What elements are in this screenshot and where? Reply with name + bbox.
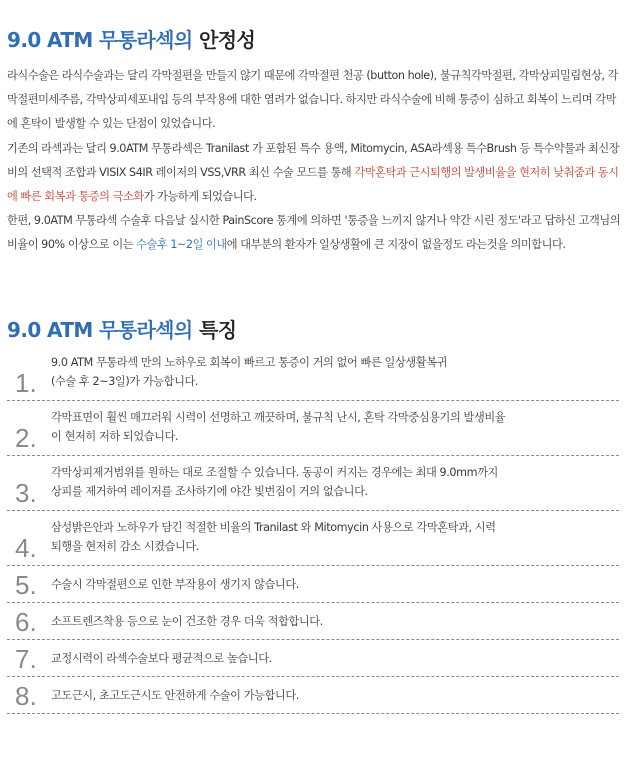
feature-item xyxy=(7,640,619,677)
heading-highlight: 9.0 ATM 무통라섹의 xyxy=(7,318,193,342)
feature-line: 각막표면이 훨씬 매끄러워 시력이 선명하고 깨끗하며, 불규칙 난시, 혼탁 각막중심용기의 발생비율 xyxy=(51,411,506,424)
feature-item xyxy=(7,456,619,511)
paragraph-2-end: 가 가능하게 되었습니다. xyxy=(143,190,257,204)
feature-number: 4. xyxy=(15,533,37,563)
section-heading-safety xyxy=(7,24,255,53)
feature-item xyxy=(7,511,619,566)
feature-line: 삼성밝은안과 노하우가 담긴 적절한 비율의 Tranilast 와 Mitomycin 사용으로 각막혼탁과, 시력 xyxy=(51,521,496,534)
feature-number: 7. xyxy=(15,644,37,674)
feature-text xyxy=(51,575,615,594)
feature-number: 6. xyxy=(15,607,37,637)
safety-description xyxy=(7,64,625,258)
feature-text xyxy=(51,649,615,668)
feature-item xyxy=(7,566,619,603)
paragraph-2-start: 기존의 라섹과는 달리 9.0ATM 무통라섹은 Tranilast 가 포함된 특수 용액, Mitomycin, ASA라섹용 특수Brush 등 특수약물과 최신장비의 선택적 조합과 VISIX S4IR 레이저의 VSS,VRR 최신 수술 모드를 통해 xyxy=(7,141,620,179)
feature-number: 3. xyxy=(15,478,37,508)
paragraph-3-end: 에 대부분의 환자가 일상생활에 큰 지장이 없을정도 라는것을 의미합니다. xyxy=(226,238,566,252)
feature-text xyxy=(51,612,615,631)
feature-line: 소프트렌즈착용 등으로 눈이 건조한 경우 더욱 적합합니다. xyxy=(51,615,323,628)
feature-number: 5. xyxy=(15,570,37,600)
highlight-text-blue: 수술후 1~2일 이내 xyxy=(136,238,227,252)
paragraph-3-start: 한편, 9.0ATM 무통라섹 수술후 다음날 실시한 PainScore 통계에 의하면 '통증을 느끼지 않거나 약간 시린 정도'라고 답하신 고객님의 비율이 90% 이상으로 이는 xyxy=(7,214,621,252)
highlight-text-red: 각막혼탁과 근시퇴행의 발생비율을 현저히 낮춰줌과 동시에 빠른 회복과 통증의 극소화 xyxy=(7,165,619,204)
feature-list xyxy=(7,346,619,714)
feature-line: 고도근시, 초고도근시도 안전하게 수술이 가능합니다. xyxy=(51,689,299,702)
feature-line: 이 현저히 저하 되었습니다. xyxy=(51,430,179,443)
feature-line: 퇴행을 현저히 감소 시켰습니다. xyxy=(51,540,199,553)
heading-highlight: 9.0 ATM 무통라섹의 xyxy=(7,28,193,52)
feature-text xyxy=(51,353,615,391)
feature-text xyxy=(51,518,615,556)
feature-text xyxy=(51,463,615,501)
heading-rest: 안정성 xyxy=(199,28,256,52)
heading-rest: 특징 xyxy=(199,318,237,342)
paragraph-3 xyxy=(7,209,625,257)
feature-text xyxy=(51,408,615,446)
feature-line: 각막상피제거범위를 원하는 대로 조절할 수 있습니다. 동공이 커지는 경우에는 최대 9.0mm까지 xyxy=(51,466,498,479)
feature-line: 수술시 각막절편으로 인한 부작용이 생기지 않습니다. xyxy=(51,578,299,591)
feature-item xyxy=(7,603,619,640)
feature-item xyxy=(7,677,619,714)
paragraph-2 xyxy=(7,137,625,210)
feature-number: 8. xyxy=(15,681,37,711)
section-heading-features xyxy=(7,314,236,343)
feature-line: 9.0 ATM 무통라섹 만의 노하우로 회복이 빠르고 통증이 거의 없어 빠른 일상생활복귀 xyxy=(51,356,448,369)
feature-line: (수술 후 2~3일)가 가능합니다. xyxy=(51,375,199,388)
feature-item xyxy=(7,401,619,456)
paragraph-1: 라식수술은 라식수술과는 달리 각막절편을 만들지 않기 때문에 각막절편 천공 (button hole), 불규칙각막절편, 각막상피밀림현상, 각막절편미세주름, 각막상피세포내입 등의 부작용에 대한 염려가 없습니다. 하지만 라식수술에 비해 통증이 심하고 회복이 느리며 각막에 혼탁이 발생할 수 있는 단점이 있었습니다. xyxy=(7,69,618,131)
feature-line: 교정시력이 라섹수술보다 평균적으로 높습니다. xyxy=(51,652,272,665)
feature-number: 2. xyxy=(15,423,37,453)
feature-text xyxy=(51,686,615,705)
feature-item xyxy=(7,346,619,401)
feature-number: 1. xyxy=(15,368,37,398)
feature-line: 상피를 제거하여 레이저를 조사하기에 야간 빛번짐이 거의 없습니다. xyxy=(51,485,368,498)
